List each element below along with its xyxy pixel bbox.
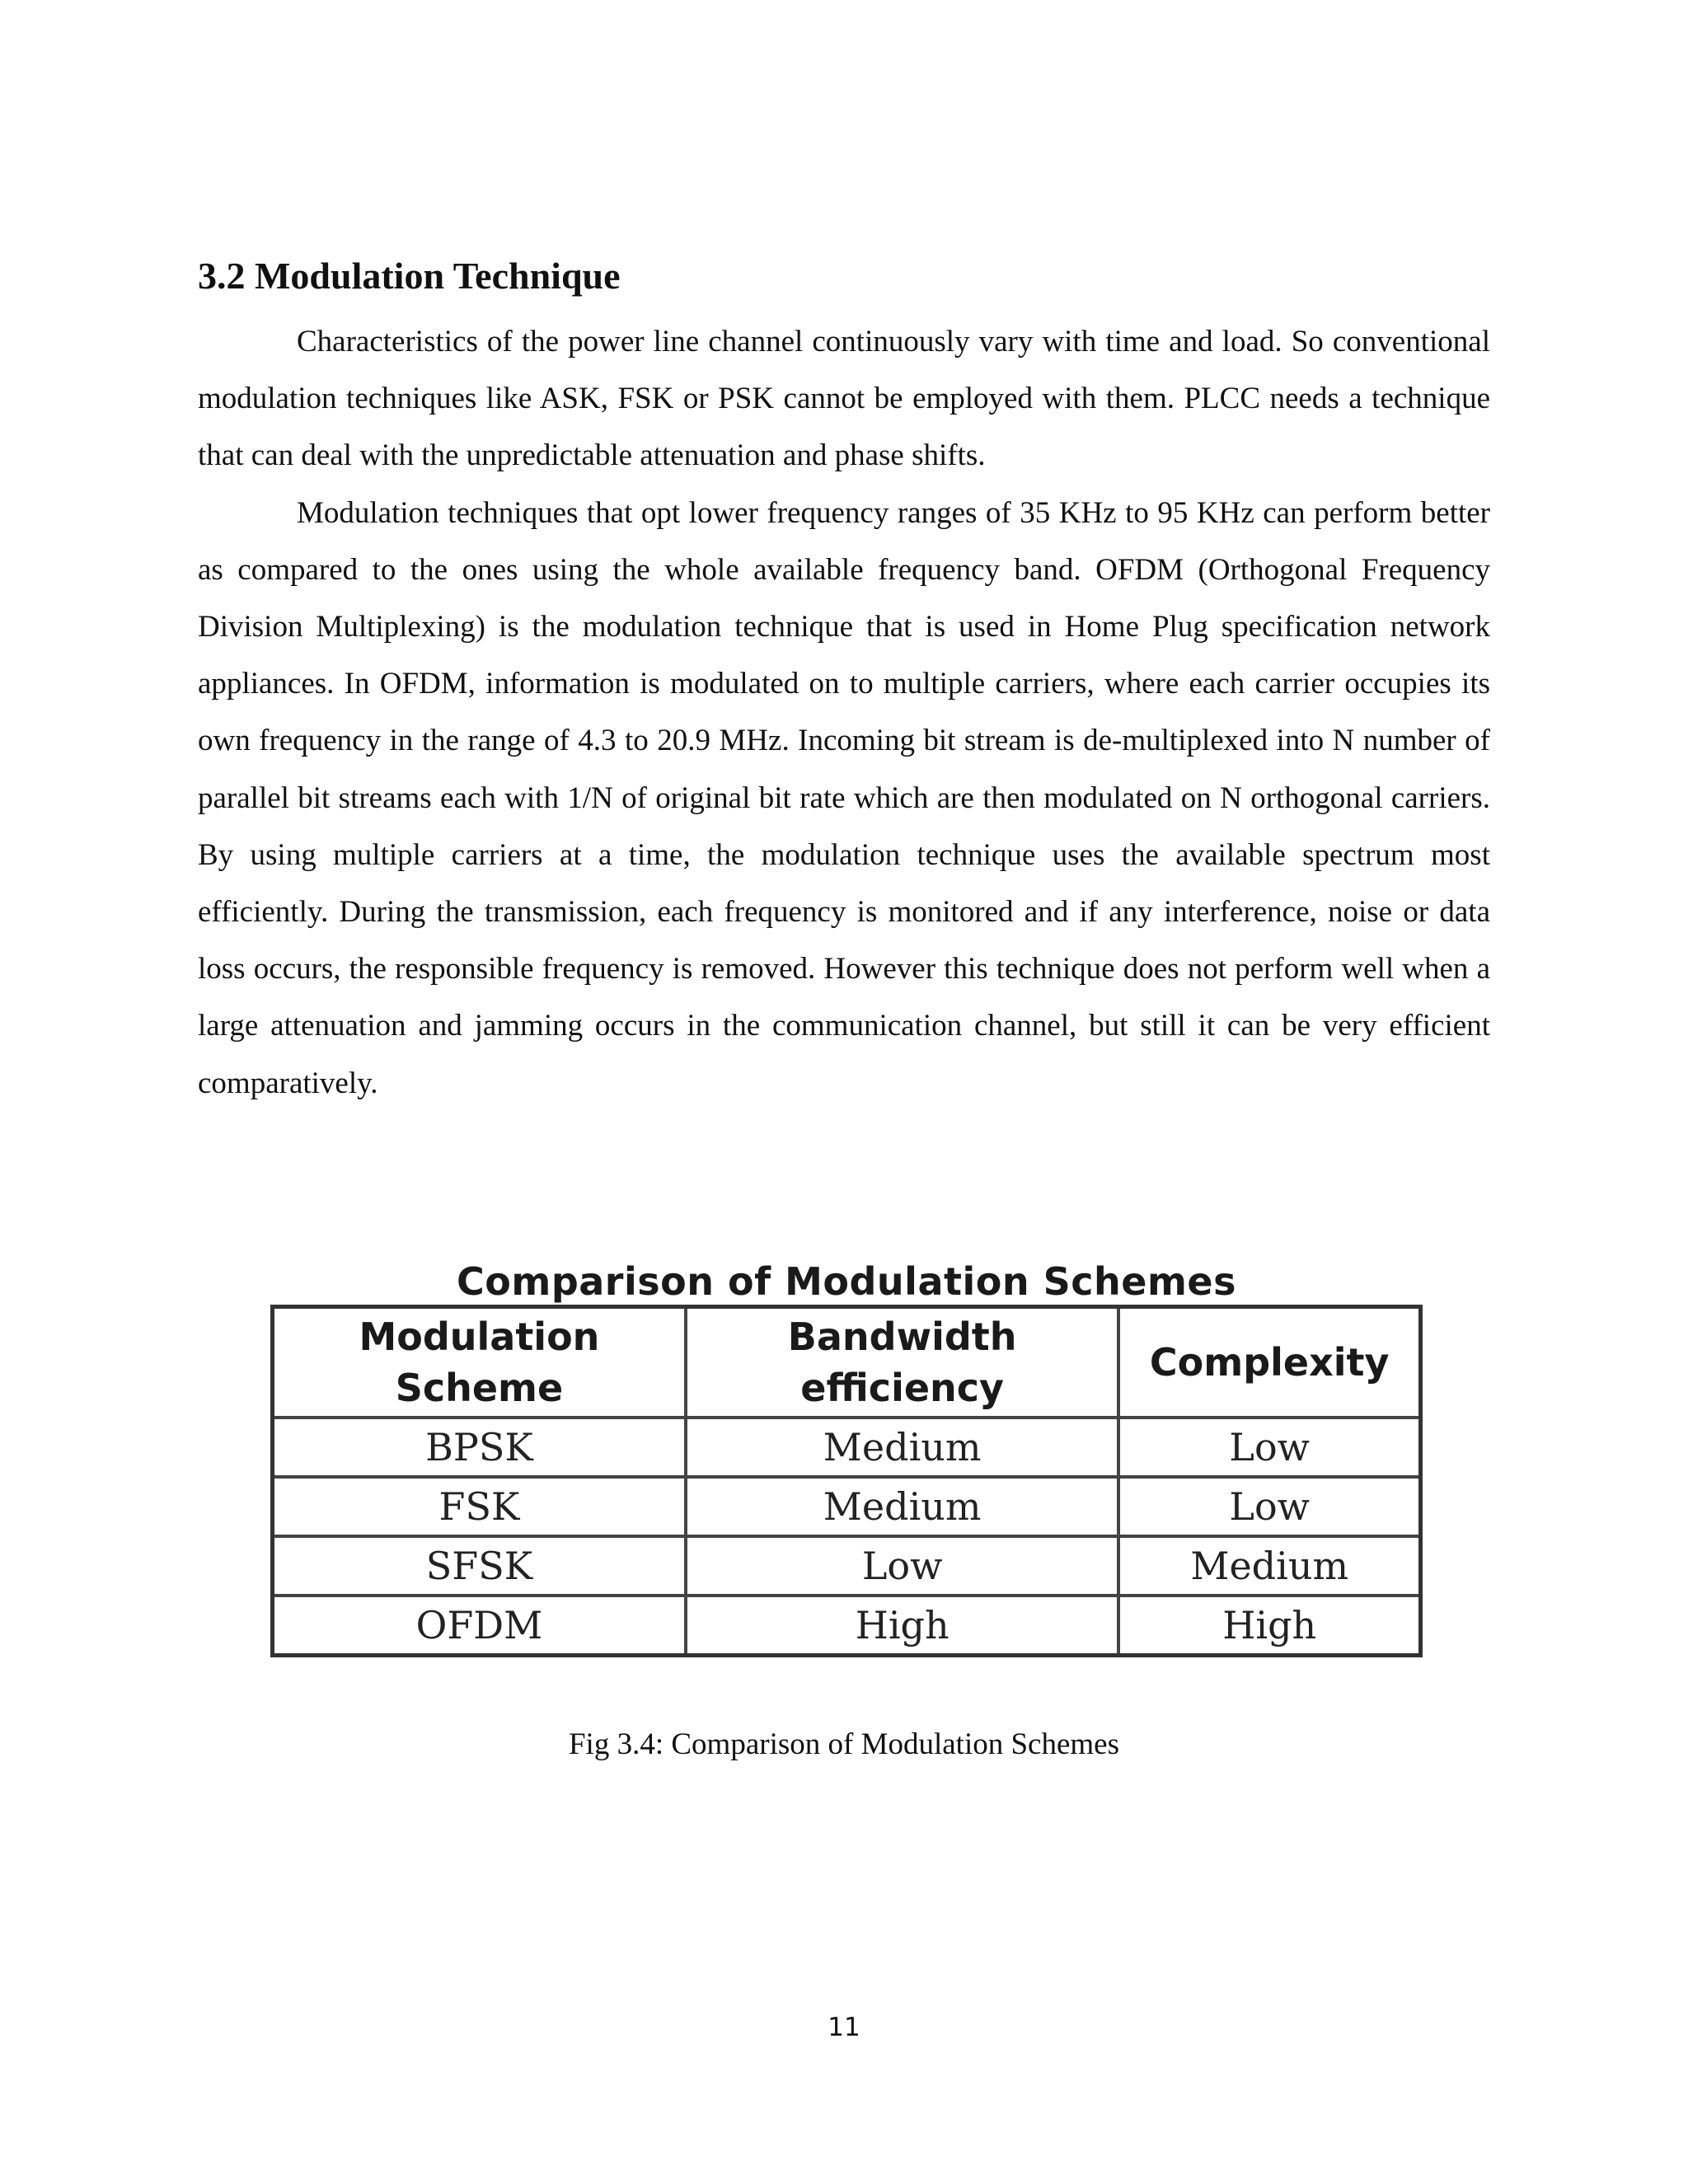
comparison-table xyxy=(270,1305,1423,1657)
paragraph-1: Characteristics of the power line channel continuously vary with time and load. So conventional modulation techniques like ASK, FSK or PSK cannot be employed with them. PLCC needs a technique that can deal with the unpredictable attenuation and phase shifts. xyxy=(198,325,1490,473)
table-row xyxy=(273,1596,1421,1656)
table-row xyxy=(273,1418,1421,1477)
header-line: Modulation xyxy=(359,1315,600,1359)
table-title: Comparison of Modulation Schemes xyxy=(457,1259,1236,1304)
cell-scheme: SFSK xyxy=(273,1536,686,1596)
cell-bandwidth: Low xyxy=(686,1536,1119,1596)
header-line: Scheme xyxy=(395,1366,564,1410)
header-complexity xyxy=(1118,1307,1420,1418)
cell-complexity: High xyxy=(1118,1596,1420,1656)
cell-bandwidth: High xyxy=(686,1596,1119,1656)
section-body xyxy=(198,313,1490,1112)
cell-complexity: Low xyxy=(1118,1477,1420,1536)
table-header-row xyxy=(273,1307,1421,1418)
figure-caption: Fig 3.4: Comparison of Modulation Schemes xyxy=(568,1727,1120,1761)
cell-scheme: BPSK xyxy=(273,1418,686,1477)
cell-bandwidth: Medium xyxy=(686,1418,1119,1477)
cell-complexity: Low xyxy=(1118,1418,1420,1477)
cell-scheme: FSK xyxy=(273,1477,686,1536)
table-row xyxy=(273,1536,1421,1596)
cell-complexity: Medium xyxy=(1118,1536,1420,1596)
table-row xyxy=(273,1477,1421,1536)
section-heading: 3.2 Modulation Technique xyxy=(198,255,621,297)
header-modulation-scheme xyxy=(273,1307,686,1418)
cell-bandwidth: Medium xyxy=(686,1477,1119,1536)
paragraph-2: Modulation techniques that opt lower frequency ranges of 35 KHz to 95 KHz can perform better as compared to the ones using the whole available frequency band. OFDM (Orthogonal Frequency Division Multiplexing) is the modulation technique that is used in Home Plug specification network appliances. In OFDM, information is modulated on to multiple carriers, where each carrier occupies its own frequency in the range of 4.3 to 20.9 MHz. Incoming bit stream is de-multiplexed into N number of parallel bit streams each with 1/N of original bit rate which are then modulated on N orthogonal carriers. By using multiple carriers at a time, the modulation technique uses the available spectrum most efficiently. During the transmission, each frequency is monitored and if any interference, noise or data loss occurs, the responsible frequency is removed. However this technique does not perform well when a large attenuation and jamming occurs in the communication channel, but still it can be very efficient comparatively. xyxy=(198,495,1490,1100)
header-line: efficiency xyxy=(800,1366,1005,1410)
comparison-figure xyxy=(270,1257,1423,1657)
header-bandwidth-efficiency xyxy=(686,1307,1119,1418)
cell-scheme: OFDM xyxy=(273,1596,686,1656)
header-line: Bandwidth xyxy=(787,1315,1017,1359)
header-line: Complexity xyxy=(1149,1340,1390,1385)
page-number: 11 xyxy=(828,2013,860,2042)
